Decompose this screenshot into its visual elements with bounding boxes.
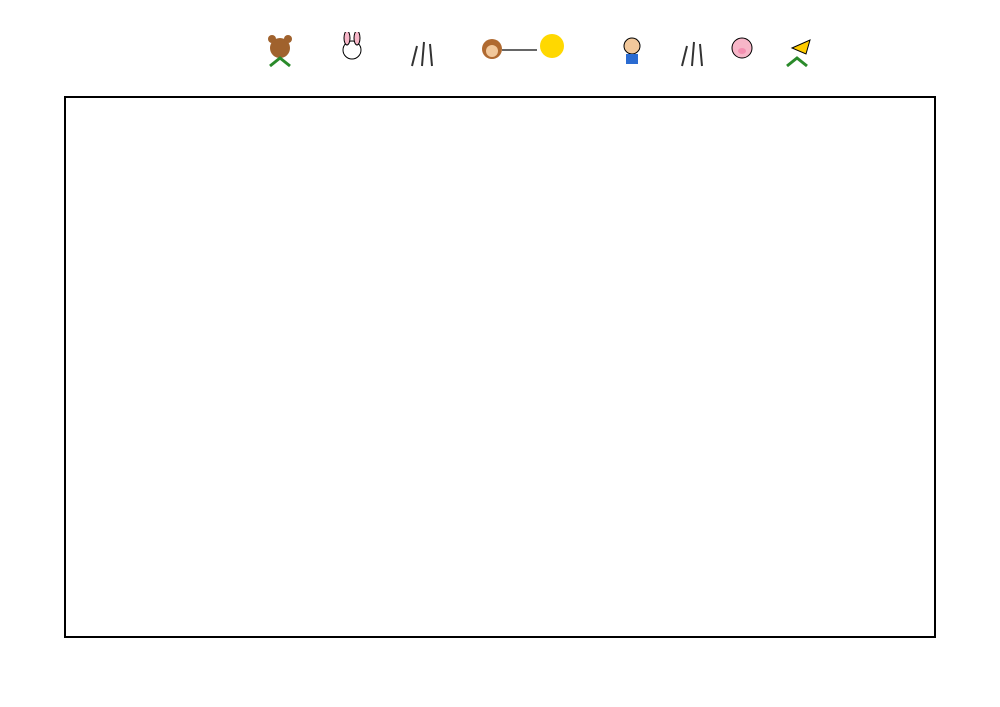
weekday-wed (438, 72, 563, 94)
decorative-illustrations (262, 32, 822, 68)
weekday-tue (313, 72, 438, 94)
monkey-icon (482, 39, 502, 59)
weekday-mon (189, 72, 314, 94)
child-icon (624, 38, 640, 64)
grass-icon (682, 42, 702, 66)
weekday-header (64, 72, 936, 94)
bear-icon (268, 35, 292, 66)
rabbit-icon (343, 32, 361, 59)
weekday-sun (64, 72, 189, 94)
calendar-grid (64, 96, 936, 638)
weekday-thu (562, 72, 687, 94)
bird-icon (787, 40, 810, 66)
grass-icon (412, 42, 432, 66)
sun-icon (502, 34, 564, 58)
footer-notes (66, 552, 934, 638)
pig-icon (732, 38, 752, 58)
weekday-sat (811, 72, 936, 94)
weekday-fri (687, 72, 812, 94)
